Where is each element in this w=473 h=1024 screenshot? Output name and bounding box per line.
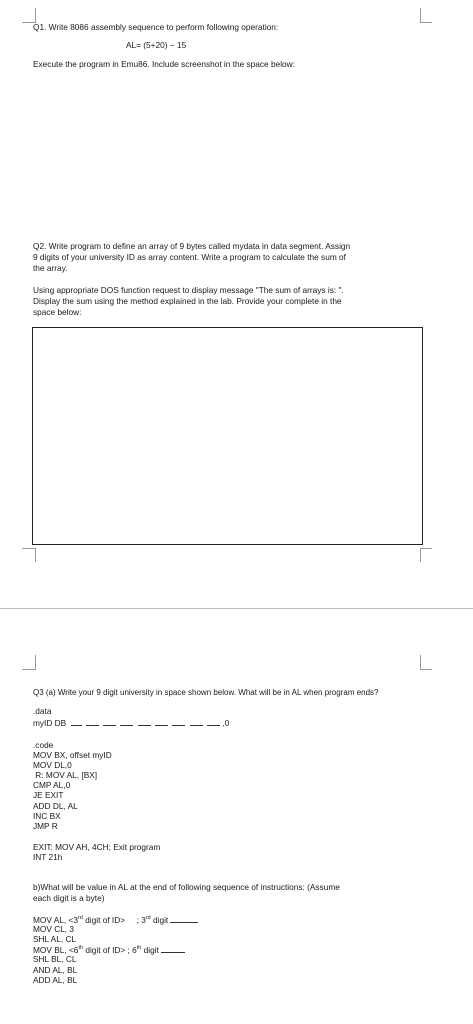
seq-line-5: SHL BL, CL [33,954,77,964]
crop-mark-top-right [420,8,421,22]
q2-answer-box[interactable] [32,327,423,545]
code-line-3: MOV DL,0 [33,760,72,770]
id-digit-blank-1[interactable] [71,717,82,726]
page-divider [0,608,473,609]
crop-mark-p2-top-left-h [22,669,36,670]
seq-line-7: ADD AL, BL [33,975,78,985]
id-digit-blank-2[interactable] [86,717,99,726]
seq-line-6: AND AL, BL [33,965,78,975]
crop-mark-bottom-left [35,548,36,562]
seq-line-1: MOV AL, <3rd digit of ID> ; 3rd digit [33,914,198,925]
q3b-line-1: b)What will be value in AL at the end of following sequence of instructions: (Assume [33,882,340,892]
q1-heading: Q1. Write 8086 assembly sequence to perform following operation: [33,22,279,32]
q2-line-5: Display the sum using the method explained in the lab. Provide your complete in the [33,296,342,306]
crop-mark-p2-top-right [420,655,421,669]
q1-instruction: Execute the program in Emu86. Include screenshot in the space below: [33,59,295,69]
code-line-4: R: MOV AL, [BX] [33,770,98,780]
myid-terminator: ,0 [222,718,230,728]
code-line-9: JMP R [33,821,58,831]
id-digit-blank-7[interactable] [172,717,185,726]
id-digit-blank-3[interactable] [103,717,116,726]
crop-mark-bottom-left-h [22,548,36,549]
code-line-2: MOV BX, offset myID [33,750,112,760]
code-line-5: CMP AL,0 [33,780,71,790]
q1-equation: AL= (5+20) − 15 [126,40,187,50]
code-line-10: EXIT: MOV AH, 4CH; Exit program [33,842,161,852]
code-line-11: INT 21h [33,852,63,862]
crop-mark-bottom-right-h [420,548,432,549]
id-digit-blank-9[interactable] [207,717,220,726]
third-digit-blank[interactable] [170,914,198,923]
code-line-8: INC BX [33,811,61,821]
seq-line-3: SHL AL, CL [33,934,77,944]
myid-line [33,717,229,728]
crop-mark-top-right-h [420,22,432,23]
code-line-1: .code [33,740,54,750]
data-directive: .data [33,706,52,716]
q3b-line-2: each digit is a byte) [33,893,105,903]
crop-mark-bottom-right [420,548,421,562]
id-digit-blank-4[interactable] [120,717,133,726]
q2-line-4: Using appropriate DOS function request to display message "The sum of arrays is: ". [33,285,344,295]
q2-line-3: the array. [33,263,68,273]
crop-mark-p2-top-right-h [420,669,432,670]
seq-line-2: MOV CL, 3 [33,924,75,934]
id-digit-blank-8[interactable] [190,717,203,726]
id-digit-blank-5[interactable] [138,717,151,726]
code-line-7: ADD DL, AL [33,801,78,811]
sixth-digit-blank[interactable] [161,944,185,953]
crop-mark-top-left [35,8,36,22]
myid-label: myID DB [33,718,67,728]
id-digit-blank-6[interactable] [155,717,168,726]
seq-line-4: MOV BL, <6th digit of ID> ; 6th digit [33,944,185,955]
q2-line-1: Q2. Write program to define an array of 9 bytes called mydata in data segment. Assign [33,241,351,251]
q2-line-2: 9 digits of your university ID as array content. Write a program to calculate the sum of [33,252,346,262]
q2-line-6: space below: [33,307,82,317]
crop-mark-p2-top-left [35,655,36,669]
code-line-6: JE EXIT [33,790,64,800]
q3-heading: Q3 (a) Write your 9 digit university in space shown below. What will be in AL when program ends? [33,688,379,697]
